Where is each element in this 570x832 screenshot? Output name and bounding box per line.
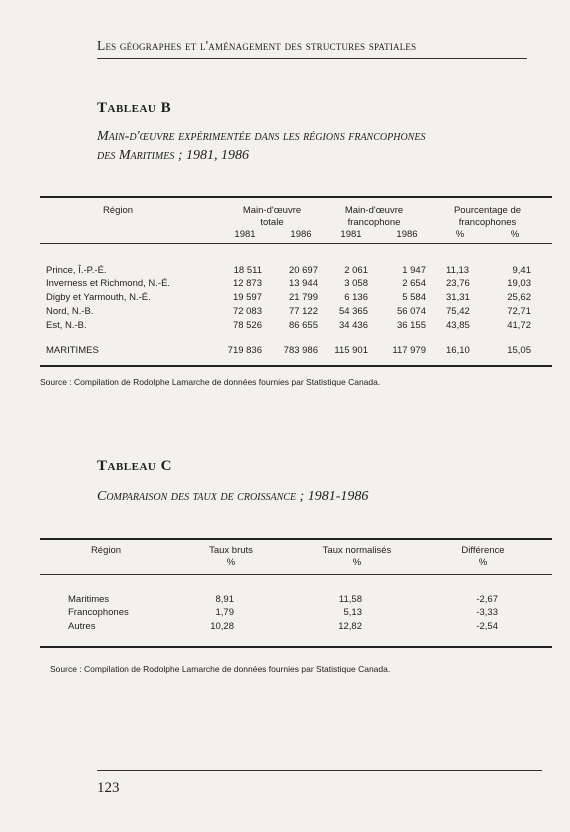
table-c-row-region: Maritimes xyxy=(68,594,110,605)
table-c-col-bruts-1: Taux bruts xyxy=(209,545,253,556)
table-b-cell: 19,03 xyxy=(507,278,531,289)
table-b-cell: 75,42 xyxy=(446,306,470,317)
table-b-cell: 2 061 xyxy=(344,265,368,276)
table-b-cell: 72,71 xyxy=(507,306,531,317)
table-b-total-region: MARITIMES xyxy=(46,345,99,356)
table-b-row-region: Prince, Î.-P.-É. xyxy=(46,265,107,276)
table-b-col-franco-2: francophone xyxy=(347,217,401,228)
table-c-col-bruts-2: % xyxy=(226,557,236,568)
table-c-top-rule xyxy=(40,538,552,540)
table-c-header-rule xyxy=(40,574,552,575)
table-b-col-total-2: totale xyxy=(260,217,284,228)
table-b-cell: 11,13 xyxy=(446,265,470,276)
table-b-cell: 72 083 xyxy=(232,306,262,317)
table-b-sub-1981-total: 1981 xyxy=(234,229,256,240)
table-c-col-diff-2: % xyxy=(478,557,488,568)
table-b-cell: 23,76 xyxy=(446,278,470,289)
table-c-cell: 5,13 xyxy=(343,607,362,618)
table-c-col-norm-1: Taux normalisés xyxy=(322,545,392,556)
table-b-sub-1986-franco: 1986 xyxy=(396,229,418,240)
table-c-row-region: Autres xyxy=(68,621,96,632)
table-b-top-rule xyxy=(40,196,552,198)
table-b-total-cell: 117 979 xyxy=(392,345,426,356)
table-b-cell: 1 947 xyxy=(402,265,426,276)
table-b-title-line2: des Maritimes ; 1981, 1986 xyxy=(97,148,250,163)
table-b-cell: 34 436 xyxy=(338,320,368,331)
table-b-cell: 13 944 xyxy=(288,278,318,289)
table-b-cell: 19 597 xyxy=(232,292,262,303)
table-b-cell: 2 654 xyxy=(402,278,426,289)
table-c-col-region: Région xyxy=(90,545,122,556)
table-c-label: Tableau C xyxy=(97,458,172,474)
table-b-col-region: Région xyxy=(102,205,134,216)
table-b-col-franco-1: Main-d'œuvre xyxy=(344,205,404,216)
table-b-cell: 20 697 xyxy=(288,265,318,276)
table-c-cell: 1,79 xyxy=(215,607,234,618)
table-c-cell: -3,33 xyxy=(476,607,498,618)
table-b-cell: 21 799 xyxy=(288,292,318,303)
table-b-sub-pct-1981: % xyxy=(455,229,465,240)
table-b-cell: 36 155 xyxy=(396,320,426,331)
table-b-sub-pct-1986: % xyxy=(510,229,520,240)
table-b-col-total-1: Main-d'œuvre xyxy=(242,205,302,216)
table-b-bottom-rule xyxy=(40,365,552,367)
table-b-cell: 3 058 xyxy=(344,278,368,289)
header-rule xyxy=(97,58,527,59)
table-b-header-rule xyxy=(40,243,552,244)
table-b-sub-1981-franco: 1981 xyxy=(340,229,362,240)
table-b-cell: 12 873 xyxy=(232,278,262,289)
table-b-cell: 86 655 xyxy=(288,320,318,331)
table-b-cell: 78 526 xyxy=(232,320,262,331)
table-b-total-cell: 719 836 xyxy=(227,345,262,356)
table-b-cell: 77 122 xyxy=(288,306,318,317)
table-b-title-line1: Main-d'œuvre expérimentée dans les régions francophones xyxy=(97,129,426,144)
table-b-total-cell: 15,05 xyxy=(507,345,531,356)
table-b-total-cell: 16,10 xyxy=(446,345,470,356)
table-c-col-diff-1: Différence xyxy=(461,545,505,556)
table-c-source: Source : Compilation de Rodolphe Lamarche de données fournies par Statistique Canada. xyxy=(50,664,391,674)
table-b-cell: 43,85 xyxy=(446,320,470,331)
table-b-row-region: Est, N.-B. xyxy=(46,320,87,331)
table-b-total-cell: 783 986 xyxy=(283,345,318,356)
table-b-cell: 6 136 xyxy=(344,292,368,303)
table-b-cell: 5 584 xyxy=(402,292,426,303)
table-b-label: Tableau B xyxy=(97,100,172,116)
table-c-col-norm-2: % xyxy=(352,557,362,568)
table-b-cell: 54 365 xyxy=(338,306,368,317)
table-b-sub-1986-total: 1986 xyxy=(290,229,312,240)
table-b-col-pct-1: Pourcentage de xyxy=(453,205,522,216)
table-b-cell: 31,31 xyxy=(446,292,470,303)
table-b-cell: 9,41 xyxy=(512,265,531,276)
table-b-row-region: Nord, N.-B. xyxy=(46,306,94,317)
table-b-row-region: Inverness et Richmond, N.-É. xyxy=(46,278,171,289)
table-b-cell: 41,72 xyxy=(507,320,531,331)
table-c-title: Comparaison des taux de croissance ; 1981-1986 xyxy=(97,489,369,504)
table-b-cell: 25,62 xyxy=(507,292,531,303)
table-b-col-pct-2: francophones xyxy=(458,217,517,228)
table-b-total-cell: 115 901 xyxy=(334,345,368,356)
footer-rule xyxy=(97,770,542,771)
table-b-source: Source : Compilation de Rodolphe Lamarche de données fournies par Statistique Canada. xyxy=(40,377,381,387)
table-b-cell: 56 074 xyxy=(396,306,426,317)
table-c-cell: 12,82 xyxy=(338,621,362,632)
table-c-bottom-rule xyxy=(40,646,552,648)
table-b-cell: 18 511 xyxy=(233,265,262,276)
table-c-cell: 10,28 xyxy=(210,621,234,632)
table-c-row-region: Francophones xyxy=(68,607,129,618)
page-number: 123 xyxy=(97,780,120,796)
table-b-row-region: Digby et Yarmouth, N.-É. xyxy=(46,292,151,303)
table-c-cell: 8,91 xyxy=(215,594,234,605)
table-c-cell: -2,67 xyxy=(476,594,498,605)
table-c-cell: -2,54 xyxy=(476,621,498,632)
table-c-cell: 11,58 xyxy=(338,594,362,605)
running-header: Les géographes et l'aménagement des structures spatiales xyxy=(97,38,417,53)
